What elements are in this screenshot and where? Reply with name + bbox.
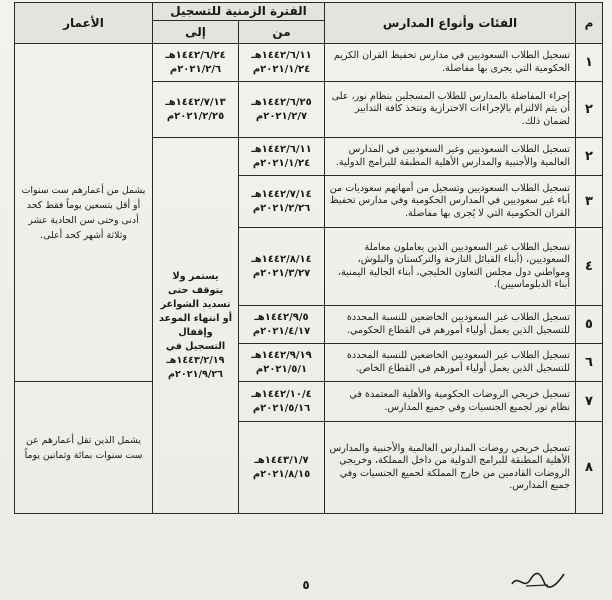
- gregorian-date: ٢٠٢١/٢/٧م: [255, 110, 308, 122]
- hijri-date: ١٤٤٢/١٠/٤هـ: [251, 388, 312, 400]
- from-date: [239, 44, 325, 82]
- header-row: [15, 3, 603, 21]
- header-to: إلى: [153, 21, 239, 44]
- hijri-date: ١٤٤٢/٨/١٤هـ: [251, 253, 312, 265]
- header-categories: الفئات وأنواع المدارس: [325, 3, 576, 44]
- gregorian-date: ٢٠٢١/٢/٦م: [169, 63, 222, 75]
- gregorian-date: ٢٠٢١/٨/١٥م: [252, 468, 311, 480]
- from-date: [239, 422, 325, 514]
- row-category: تسجيل خريجي روضات المدارس العالمية والأجنبية والمدارس الأهلية المطبقة للبرامج الدولية من داخل المملكة، وخريجي الروضات القادمين من خارج المملكة لجميع الجنسيات وفي جميع المدارس.: [325, 422, 576, 514]
- age-group-1: يشمل من أعمارهم ست سنوات أو أقل بتسعين يوماً فقط كحد أدنى وحتى سن الحادية عشر وثلاثة أشهر كحد أعلى.: [15, 44, 153, 382]
- continuous-text: يستمر ولا يتوقف حتى تسديد الشواغر أو انتهاء الموعد وإقفال التسجيل في: [159, 270, 233, 352]
- row-category: إجراء المفاضلة بالمدارس للطلاب المسجلين بنظام نور، على أن يتم الالتزام بالإجراءات الاحترازية وتتخذ كافة التدابير لضمان ذلك.: [325, 82, 576, 138]
- registration-schedule-table: [14, 2, 603, 514]
- hijri-date: ١٤٤٢/٦/٢٥هـ: [251, 96, 312, 108]
- header-number: م: [576, 3, 603, 44]
- row-category: تسجيل الطلاب السعوديين وتسجيل من أمهاتهم سعوديات من أباء غير سعوديين في المدارس الحكومية وفي مدارس تحفيظ القران الحكومية التي لا يُجرى بها مفاضلة.: [325, 176, 576, 228]
- table-row: [15, 44, 603, 82]
- hijri-date: ١٤٤٢/٦/٢٤هـ: [165, 49, 226, 61]
- from-date: [239, 228, 325, 306]
- continuous-registration: [153, 138, 239, 514]
- gregorian-date: ٢٠٢١/١/٢٤م: [252, 63, 311, 75]
- continuous-hijri: ١٤٤٣/٢/١٩هـ: [166, 354, 225, 366]
- gregorian-date: ٢٠٢١/٥/١٦م: [252, 402, 311, 414]
- table-row: [15, 382, 603, 422]
- row-number: ٣: [576, 176, 603, 228]
- hijri-date: ١٤٤٢/٩/٥هـ: [254, 311, 309, 323]
- from-date: [239, 306, 325, 344]
- gregorian-date: ٢٠٢١/٢/٢٦م: [252, 202, 311, 214]
- to-date: [153, 82, 239, 138]
- row-number: ٨: [576, 422, 603, 514]
- hijri-date: ١٤٤٢/٧/١٣هـ: [165, 96, 226, 108]
- row-category: تسجيل خريجي الروضات الحكومية والأهلية المعتمدة في نظام نور لجميع الجنسيات وفي جميع المدارس.: [325, 382, 576, 422]
- gregorian-date: ٢٠٢١/١/٢٤م: [252, 157, 311, 169]
- row-category: تسجيل الطلاب السعوديين وغير السعوديين في المدارس العالمية والأجنبية والمدارس الأهلية المطبقة للبرامج الدولية.: [325, 138, 576, 176]
- row-number: ٤: [576, 228, 603, 306]
- gregorian-date: ٢٠٢١/٥/١م: [255, 363, 308, 375]
- gregorian-date: ٢٠٢١/٤/١٧م: [252, 325, 311, 337]
- header-ages: الأعمار: [15, 3, 153, 44]
- hijri-date: ١٤٤٢/٦/١١هـ: [251, 143, 312, 155]
- row-category: تسجيل الطلاب غير السعوديين الذين يعاملون معاملة السعوديين، (أبناء القبائل النازحة والتركستان والبلوش، ومواطني دول مجلس التعاون الخليجي، أبناء الجالية اليمنية، أبناء الدبلوماسيين).: [325, 228, 576, 306]
- continuous-gregorian: ٢٠٢١/٩/٢٦م: [167, 368, 224, 380]
- row-category: تسجيل الطلاب السعوديين في مدارس تحفيظ القران الكريم الحكومية التي يجرى بها مفاضلة.: [325, 44, 576, 82]
- row-number: ١: [576, 44, 603, 82]
- row-number: ٧: [576, 382, 603, 422]
- row-number: ٦: [576, 344, 603, 382]
- header-period: الفترة الزمنية للتسجيل: [153, 3, 325, 21]
- hijri-date: ١٤٤٣/١/٧هـ: [254, 454, 309, 466]
- row-category: تسجيل الطلاب غير السعوديين الخاضعين للنسبة المحددة للتسجيل الذين يعمل أولياء أمورهم في القطاع الخاص.: [325, 344, 576, 382]
- row-number: ٢: [576, 138, 603, 176]
- hijri-date: ١٤٤٢/٧/١٤هـ: [251, 188, 312, 200]
- from-date: [239, 138, 325, 176]
- gregorian-date: ٢٠٢١/٣/٢٧م: [252, 267, 311, 279]
- from-date: [239, 344, 325, 382]
- from-date: [239, 82, 325, 138]
- hijri-date: ١٤٤٢/٦/١١هـ: [251, 49, 312, 61]
- age-group-2: يشمل الذين تقل أعمارهم عن ست سنوات بمائة وثمانين يوماً: [15, 382, 153, 514]
- signature-icon: [508, 566, 568, 592]
- to-date: [153, 44, 239, 82]
- page-number: ٥: [302, 578, 310, 592]
- from-date: [239, 382, 325, 422]
- row-number: ٢: [576, 82, 603, 138]
- row-number: ٥: [576, 306, 603, 344]
- from-date: [239, 176, 325, 228]
- hijri-date: ١٤٤٢/٩/١٩هـ: [251, 349, 312, 361]
- header-from: من: [239, 21, 325, 44]
- row-category: تسجيل الطلاب غير السعوديين الخاضعين للنسبة المحددة للتسجيل الذين يعمل أولياء أمورهم في القطاع الحكومي.: [325, 306, 576, 344]
- gregorian-date: ٢٠٢١/٢/٢٥م: [166, 110, 225, 122]
